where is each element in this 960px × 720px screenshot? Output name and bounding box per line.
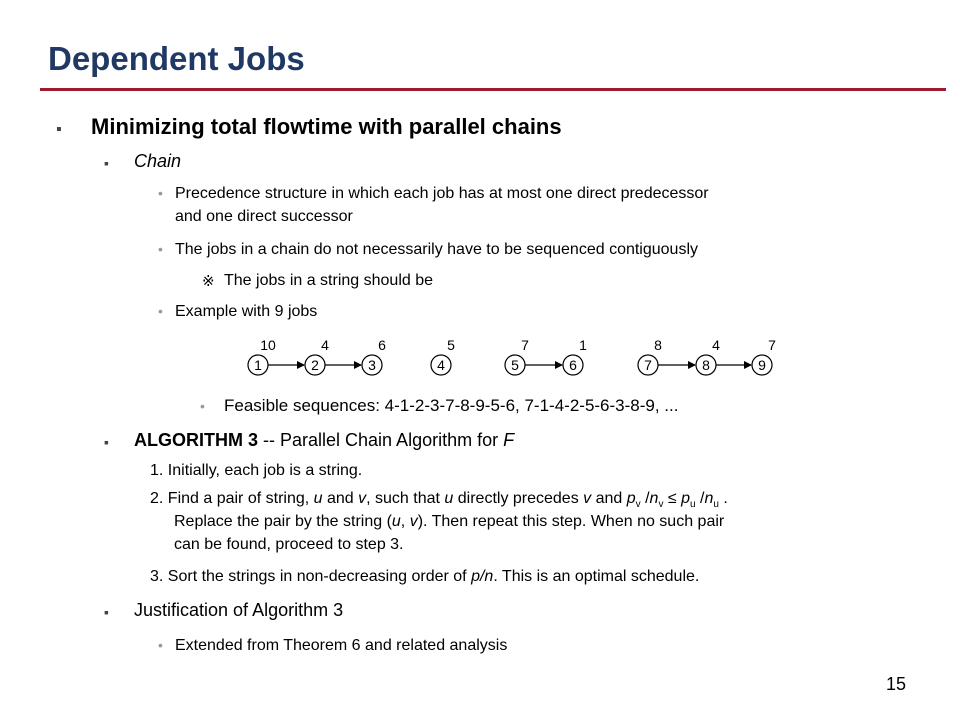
dot-bullet-icon: •	[200, 398, 205, 414]
algorithm-step-2-line3: can be found, proceed to step 3.	[174, 536, 404, 553]
job-node-label: 8	[702, 357, 710, 373]
algorithm-heading	[134, 430, 514, 451]
job-node-label: 4	[437, 357, 445, 373]
dot-bullet-icon: •	[158, 185, 163, 201]
step2-subscript: u	[690, 499, 696, 511]
algorithm-step-1: 1. Initially, each job is a string.	[150, 462, 363, 479]
step2-var-p: p	[626, 490, 636, 507]
step3-var-pn: p/n	[471, 568, 494, 585]
algorithm-step-3	[150, 566, 699, 588]
square-bullet-icon: ▪	[104, 434, 109, 450]
job-node-5	[505, 355, 525, 375]
job-node-3	[362, 355, 382, 375]
step2-subscript: u	[713, 499, 719, 511]
job-node-label: 9	[758, 357, 766, 373]
step2-leq: ≤	[663, 490, 682, 507]
step2-var-n: n	[704, 490, 714, 507]
algorithm-heading-bold: ALGORITHM 3	[134, 430, 258, 450]
step2-text: /	[640, 490, 650, 507]
job-node-2	[305, 355, 325, 375]
step2-text: , such that	[366, 490, 445, 507]
step2-var-v: v	[583, 490, 592, 507]
job-node-label: 3	[368, 357, 376, 373]
feasible-sequences: Feasible sequences: 4-1-2-3-7-8-9-5-6, 7-1-4-2-5-6-3-8-9, ...	[224, 396, 679, 415]
step2-text: and	[322, 490, 359, 507]
step2-var-v: v	[409, 513, 418, 530]
step2-text: and	[591, 490, 627, 507]
processing-time-label: 4	[712, 337, 720, 353]
justification-text: Extended from Theorem 6 and related analysis	[175, 637, 508, 654]
processing-time-label: 10	[260, 337, 276, 353]
step2-var-u: u	[391, 513, 401, 530]
step2-var-u: u	[444, 490, 454, 507]
step2-var-u: u	[313, 490, 323, 507]
step3-text: 3. Sort the strings in non-decreasing order of	[150, 568, 472, 585]
job-node-label: 1	[254, 357, 262, 373]
step2-var-v: v	[358, 490, 367, 507]
dot-bullet-icon: •	[158, 303, 163, 319]
processing-time-label: 4	[321, 337, 329, 353]
processing-time-label: 5	[447, 337, 455, 353]
job-node-label: 2	[311, 357, 319, 373]
square-bullet-icon: ▪	[56, 121, 62, 138]
dot-bullet-icon: •	[158, 241, 163, 257]
processing-time-label: 6	[378, 337, 386, 353]
justification-heading: Justification of Algorithm 3	[134, 600, 344, 620]
job-node-8	[696, 355, 716, 375]
processing-time-label: 1	[579, 337, 587, 353]
main-heading: Minimizing total flowtime with parallel chains	[91, 114, 562, 139]
note-text: The jobs in a string should be	[224, 272, 434, 289]
algorithm-heading-rest: -- Parallel Chain Algorithm for	[258, 430, 504, 450]
slide-title: Dependent Jobs	[48, 40, 305, 77]
contiguity-text: The jobs in a chain do not necessarily have to be sequenced contiguously	[175, 241, 699, 258]
step2-text: ). Then repeat this step. When no such pair	[417, 513, 725, 530]
square-bullet-icon: ▪	[104, 155, 109, 171]
job-node-6	[563, 355, 583, 375]
step2-text: .	[718, 490, 728, 507]
example-text: Example with 9 jobs	[175, 303, 318, 320]
step2-subscript: v	[658, 499, 664, 511]
step2-text: /	[695, 490, 705, 507]
chain-definition-line1: Precedence structure in which each job has at most one direct predecessor	[175, 185, 709, 202]
algorithm-step-2-line2	[174, 511, 724, 533]
job-node-1	[248, 355, 268, 375]
processing-time-label: 7	[521, 337, 529, 353]
chain-heading: Chain	[134, 151, 182, 171]
step2-text: 2. Find a pair of string,	[150, 490, 314, 507]
chain-definition-line2: and one direct successor	[175, 208, 353, 225]
job-node-9	[752, 355, 772, 375]
step2-text: Replace the pair by the string (	[174, 513, 392, 530]
step2-text: ,	[400, 513, 410, 530]
step2-subscript: v	[635, 499, 641, 511]
job-node-label: 6	[569, 357, 577, 373]
processing-time-label: 7	[768, 337, 776, 353]
job-node-label: 5	[511, 357, 519, 373]
step2-text: directly precedes	[453, 490, 584, 507]
page-number: 15	[886, 674, 907, 694]
job-node-7	[638, 355, 658, 375]
step2-var-n: n	[649, 490, 659, 507]
step3-text: . This is an optimal schedule.	[493, 568, 700, 585]
step2-var-p: p	[681, 490, 691, 507]
square-bullet-icon: ▪	[104, 604, 109, 620]
reference-mark-icon: ※	[202, 273, 215, 290]
job-node-4	[431, 355, 451, 375]
processing-time-label: 8	[654, 337, 662, 353]
job-node-label: 7	[644, 357, 652, 373]
algorithm-heading-var: F	[503, 430, 515, 450]
dot-bullet-icon: •	[158, 637, 163, 653]
